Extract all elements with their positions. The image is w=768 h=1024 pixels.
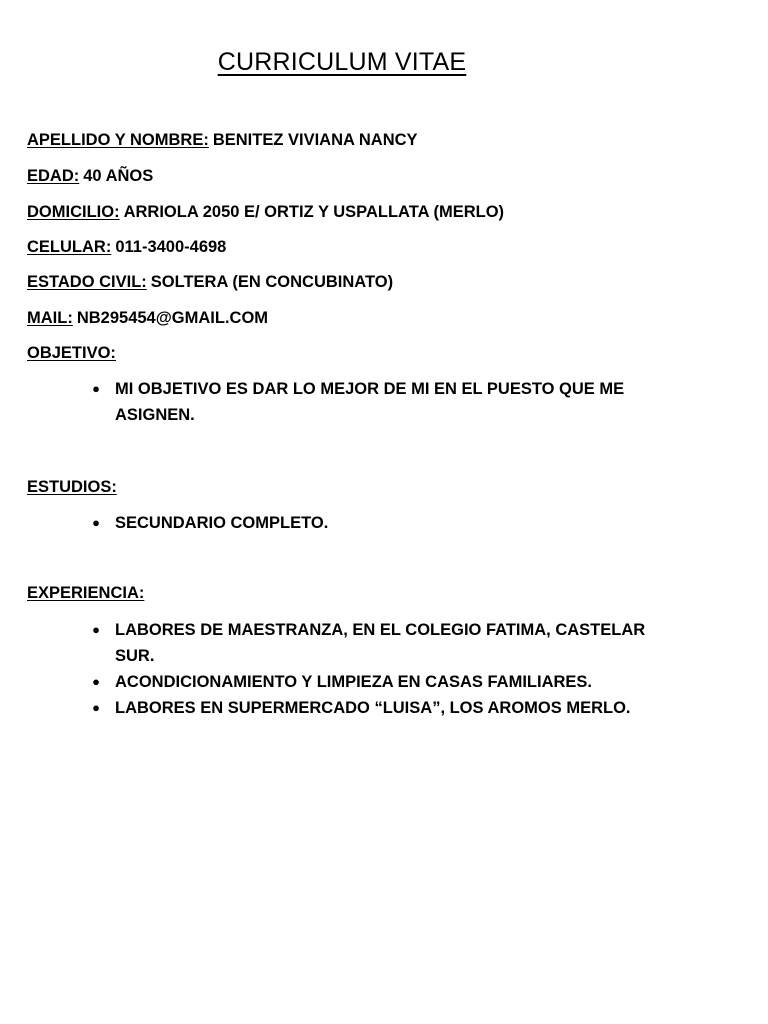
experience-list xyxy=(90,617,655,721)
name-field xyxy=(27,131,418,150)
experience-item xyxy=(90,669,655,695)
studies-list xyxy=(90,510,670,536)
experience-item xyxy=(90,617,655,669)
age-label: EDAD: xyxy=(27,167,80,185)
objective-list xyxy=(90,376,650,428)
mail-label: MAIL: xyxy=(27,309,73,327)
experience-heading: EXPERIENCIA: xyxy=(27,584,145,602)
experience-item-text: ACONDICIONAMIENTO Y LIMPIEZA EN CASAS FAMILIARES. xyxy=(115,673,593,691)
bullet-icon: ● xyxy=(92,674,100,689)
civil-status-value: SOLTERA (EN CONCUBINATO) xyxy=(150,273,394,291)
address-label: DOMICILIO: xyxy=(27,203,120,221)
address-field xyxy=(27,203,504,222)
phone-value: 011-3400-4698 xyxy=(115,238,227,256)
objective-item xyxy=(90,376,650,428)
bullet-icon: ● xyxy=(92,515,100,530)
age-field xyxy=(27,167,153,186)
experience-item-text: LABORES DE MAESTRANZA, EN EL COLEGIO FATIMA, CASTELAR SUR. xyxy=(115,621,646,665)
bullet-icon: ● xyxy=(92,700,100,715)
document-title: CURRICULUM VITAE xyxy=(217,48,467,76)
studies-item xyxy=(90,510,670,536)
address-value: ARRIOLA 2050 E/ ORTIZ Y USPALLATA (MERLO) xyxy=(123,203,505,221)
name-label: APELLIDO Y NOMBRE: xyxy=(27,131,209,149)
phone-label: CELULAR: xyxy=(27,238,112,256)
civil-status-label: ESTADO CIVIL: xyxy=(27,273,147,291)
phone-field xyxy=(27,238,226,257)
civil-status-field xyxy=(27,273,393,292)
objective-heading: OBJETIVO: xyxy=(27,344,116,362)
age-value: 40 AÑOS xyxy=(83,167,154,185)
objective-item-text: MI OBJETIVO ES DAR LO MEJOR DE MI EN EL PUESTO QUE ME ASIGNEN. xyxy=(115,380,625,424)
experience-item xyxy=(90,695,655,721)
experience-item-text: LABORES EN SUPERMERCADO “LUISA”, LOS AROMOS MERLO. xyxy=(115,699,631,717)
studies-heading: ESTUDIOS: xyxy=(27,478,117,496)
studies-item-text: SECUNDARIO COMPLETO. xyxy=(115,514,329,532)
name-value: BENITEZ VIVIANA NANCY xyxy=(212,131,418,149)
mail-value: NB295454@GMAIL.COM xyxy=(76,309,269,327)
bullet-icon: ● xyxy=(92,622,100,637)
mail-field xyxy=(27,309,268,328)
bullet-icon: ● xyxy=(92,381,100,396)
